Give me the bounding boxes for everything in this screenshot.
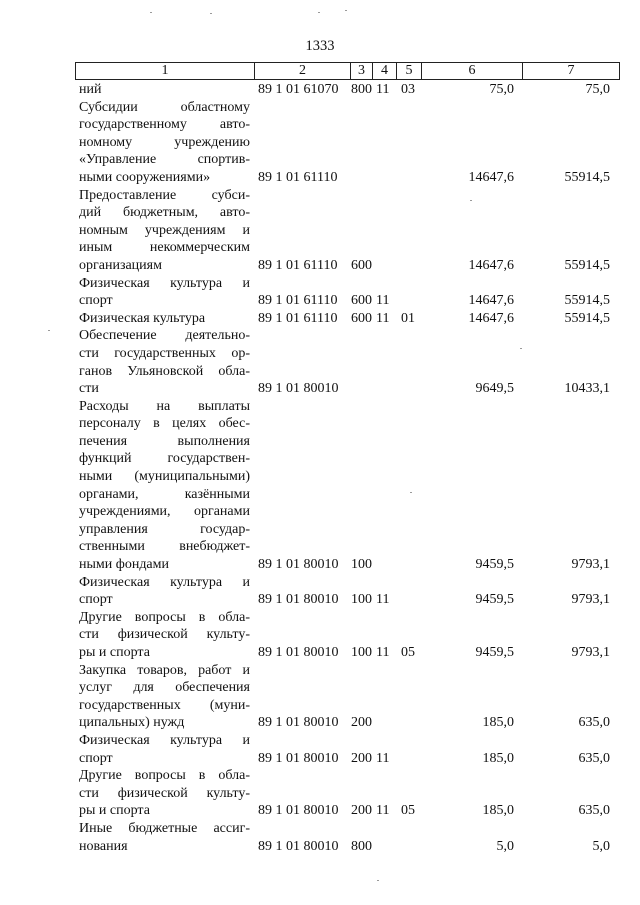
amount-col-6: 14647,6	[468, 293, 514, 309]
description-line: иным некоммерческим	[79, 240, 250, 256]
header-cell-col-1: 1	[75, 63, 254, 79]
target-article-code: 89 1 01 80010	[258, 557, 339, 573]
description-line: ры и спорта	[79, 645, 150, 660]
expense-type-code: 100	[351, 592, 372, 608]
description-line: номным учреждениям и	[79, 222, 250, 238]
target-article-code: 89 1 01 80010	[258, 381, 339, 397]
expense-type-code: 200	[351, 750, 372, 766]
amount-col-6: 14647,6	[468, 310, 514, 326]
amount-col-7: 635,0	[578, 750, 610, 766]
page-number: 1333	[305, 38, 335, 54]
row-description	[75, 327, 254, 397]
expense-type-code: 600	[351, 293, 372, 309]
subsection-code: 03	[401, 82, 415, 97]
expense-type-code: 200	[351, 715, 372, 731]
header-cell-col-2: 2	[254, 63, 350, 79]
target-article-code: 89 1 01 80010	[258, 838, 339, 854]
scan-speck	[150, 12, 152, 13]
table-header	[75, 62, 620, 80]
amount-col-6: 9459,5	[475, 592, 514, 608]
target-article-code: 89 1 01 80010	[258, 645, 339, 660]
expense-type-code: 100	[351, 645, 372, 660]
header-cell-col-7: 7	[522, 63, 620, 79]
description-line: «Управление спортив-	[79, 152, 250, 168]
description-line: спорт	[79, 592, 113, 608]
amount-col-7: 9793,1	[571, 592, 610, 608]
target-article-code: 89 1 01 80010	[258, 715, 339, 731]
expense-type-code: 800	[351, 838, 372, 854]
description-line: организациям	[79, 257, 162, 273]
amount-col-7: 55914,5	[564, 169, 610, 185]
scan-speck	[48, 330, 50, 331]
description-line: Физическая культура и	[79, 732, 250, 748]
description-line: государственному авто-	[79, 117, 250, 133]
row-description	[75, 99, 254, 187]
row-description	[75, 574, 254, 609]
section-code: 11	[376, 82, 390, 97]
amount-col-6: 14647,6	[468, 169, 514, 185]
description-line: Физическая культура и	[79, 275, 250, 291]
header-cell-col-3: 3	[350, 63, 372, 79]
section-code: 11	[376, 803, 390, 819]
amount-col-6: 9649,5	[475, 381, 514, 397]
scan-speck	[470, 200, 472, 201]
description-line: Предоставление субси-	[79, 187, 250, 203]
description-line: Закупка товаров, работ и	[79, 662, 250, 678]
amount-col-6: 185,0	[482, 750, 514, 766]
description-line: сти	[79, 381, 99, 397]
budget-table	[75, 81, 620, 855]
amount-col-7: 9793,1	[571, 645, 610, 660]
amount-col-6: 9459,5	[475, 557, 514, 573]
description-line: ными фондами	[79, 557, 170, 573]
target-article-code: 89 1 01 80010	[258, 803, 339, 819]
amount-col-7: 55914,5	[564, 310, 610, 326]
description-line: Другие вопросы в обла-	[79, 768, 250, 784]
scan-speck	[345, 10, 347, 11]
header-cell-col-4: 4	[372, 63, 396, 79]
row-description	[75, 398, 254, 574]
section-code: 11	[376, 293, 390, 309]
description-line: государственных (муни-	[79, 697, 250, 713]
section-code: 11	[376, 310, 390, 326]
target-article-code: 89 1 01 61110	[258, 310, 338, 326]
subsection-code: 05	[401, 645, 415, 660]
row-description	[75, 767, 254, 820]
amount-col-7: 75,0	[585, 82, 610, 97]
description-line: Физическая культура	[79, 310, 206, 326]
header-cell-col-6: 6	[421, 63, 522, 79]
target-article-code: 89 1 01 61070	[258, 82, 339, 97]
scan-speck	[410, 492, 412, 493]
description-line: ганов Ульяновской обла-	[79, 363, 250, 379]
expense-type-code: 600	[351, 257, 372, 273]
row-description	[75, 609, 254, 662]
section-code: 11	[376, 592, 390, 608]
expense-type-code: 800	[351, 82, 372, 97]
expense-type-code: 600	[351, 310, 372, 326]
header-cell-col-5: 5	[396, 63, 421, 79]
amount-col-7: 635,0	[578, 715, 610, 731]
target-article-code: 89 1 01 61110	[258, 169, 338, 185]
description-line: ципальных) нужд	[79, 715, 185, 731]
description-line: сти физической культу-	[79, 627, 250, 643]
amount-col-6: 185,0	[482, 803, 514, 819]
amount-col-7: 55914,5	[564, 257, 610, 273]
description-line: персоналу в целях обес-	[79, 416, 250, 432]
description-line: сти государственных ор-	[79, 345, 250, 361]
expense-type-code: 200	[351, 803, 372, 819]
subsection-code: 05	[401, 803, 415, 819]
target-article-code: 89 1 01 61110	[258, 293, 338, 309]
description-line: ными сооружениями»	[79, 169, 211, 185]
row-description	[75, 187, 254, 275]
description-line: ными (муниципальными)	[79, 469, 250, 485]
section-code: 11	[376, 750, 390, 766]
description-line: номному учреждению	[79, 134, 250, 150]
description-line: ственными внебюджет-	[79, 539, 250, 555]
description-line: нования	[79, 838, 128, 854]
amount-col-6: 9459,5	[475, 645, 514, 660]
description-line: спорт	[79, 750, 113, 766]
description-line: дий бюджетным, авто-	[79, 205, 250, 221]
description-line: печения выполнения	[79, 433, 250, 449]
description-line: спорт	[79, 293, 113, 309]
description-line: сти физической культу-	[79, 785, 250, 801]
description-line: Физическая культура и	[79, 574, 250, 590]
amount-col-7: 10433,1	[564, 381, 610, 397]
scan-speck	[318, 12, 320, 13]
description-line: ры и спорта	[79, 803, 150, 819]
amount-col-6: 5,0	[496, 838, 514, 854]
subsection-code: 01	[401, 310, 415, 326]
description-line: учреждениями, органами	[79, 504, 250, 520]
target-article-code: 89 1 01 80010	[258, 592, 339, 608]
description-line: Обеспечение деятельно-	[79, 328, 250, 344]
row-description	[75, 732, 254, 767]
description-line: услуг для обеспечения	[79, 680, 250, 696]
row-description	[75, 310, 254, 328]
description-line: Другие вопросы в обла-	[79, 609, 250, 625]
row-description	[75, 81, 254, 99]
description-line: ний	[79, 82, 102, 97]
amount-col-7: 9793,1	[571, 557, 610, 573]
row-description	[75, 275, 254, 310]
description-line: Иные бюджетные ассиг-	[79, 820, 250, 836]
row-description	[75, 820, 254, 855]
row-description	[75, 662, 254, 732]
amount-col-6: 14647,6	[468, 257, 514, 273]
amount-col-7: 55914,5	[564, 293, 610, 309]
amount-col-6: 185,0	[482, 715, 514, 731]
expense-type-code: 100	[351, 557, 372, 573]
description-line: функций государствен-	[79, 451, 250, 467]
target-article-code: 89 1 01 80010	[258, 750, 339, 766]
description-line: управления государ-	[79, 521, 250, 537]
description-line: Субсидии областному	[79, 99, 250, 115]
target-article-code: 89 1 01 61110	[258, 257, 338, 273]
scan-speck	[520, 348, 522, 349]
scan-speck	[210, 13, 212, 14]
amount-col-6: 75,0	[489, 82, 514, 97]
description-line: органами, казёнными	[79, 486, 250, 502]
amount-col-7: 5,0	[592, 838, 610, 854]
amount-col-7: 635,0	[578, 803, 610, 819]
description-line: Расходы на выплаты	[79, 398, 250, 414]
scan-speck	[377, 880, 379, 881]
section-code: 11	[376, 645, 390, 660]
